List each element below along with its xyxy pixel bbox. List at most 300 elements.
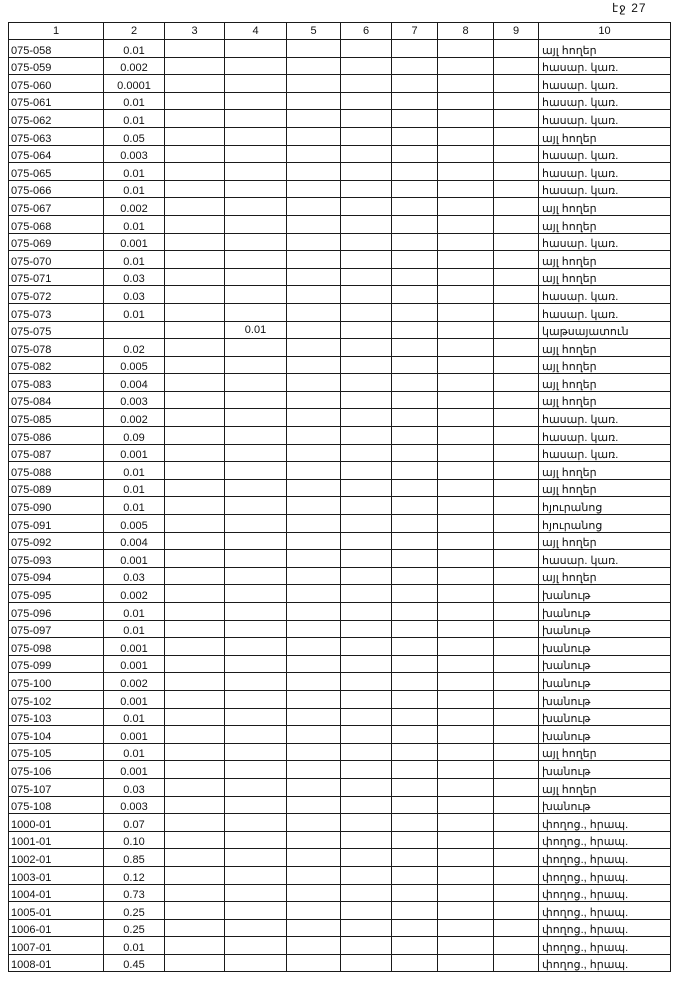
empty-cell: [287, 937, 341, 955]
land-use-cell: այլ հողեր: [539, 479, 671, 497]
empty-cell: [287, 303, 341, 321]
empty-cell: [494, 409, 539, 427]
empty-cell: [438, 145, 494, 163]
empty-cell: [438, 110, 494, 128]
table-body: [9, 40, 671, 972]
land-use-cell: հասար. կառ.: [539, 75, 671, 93]
area-cell: 0.004: [104, 374, 165, 392]
table-row: [9, 866, 671, 884]
empty-cell: [165, 251, 225, 269]
empty-cell: [287, 778, 341, 796]
column-header: 4: [225, 23, 287, 40]
empty-cell: [438, 391, 494, 409]
empty-cell: [165, 321, 225, 339]
empty-cell: [341, 778, 392, 796]
empty-cell: [392, 919, 438, 937]
land-use-cell: խանութ: [539, 726, 671, 744]
empty-cell: [341, 479, 392, 497]
parcel-code-cell: 075-058: [9, 40, 104, 58]
empty-cell: [392, 796, 438, 814]
empty-cell: [392, 57, 438, 75]
empty-cell: [341, 374, 392, 392]
empty-cell: [494, 268, 539, 286]
empty-cell: [438, 673, 494, 691]
empty-cell: [438, 919, 494, 937]
empty-cell: [341, 251, 392, 269]
land-use-cell: այլ հողեր: [539, 40, 671, 58]
empty-cell: [494, 884, 539, 902]
empty-cell: [165, 778, 225, 796]
empty-cell: [341, 145, 392, 163]
empty-cell: [341, 57, 392, 75]
empty-cell: [392, 374, 438, 392]
area-cell: 0.001: [104, 638, 165, 656]
empty-cell: [438, 532, 494, 550]
land-use-cell: խանութ: [539, 585, 671, 603]
land-use-cell: հասար. կառ.: [539, 163, 671, 181]
empty-cell: [392, 690, 438, 708]
land-use-cell: հասար. կառ.: [539, 286, 671, 304]
col4-cell: [225, 673, 287, 691]
empty-cell: [341, 567, 392, 585]
parcel-code-cell: 075-073: [9, 303, 104, 321]
empty-cell: [392, 937, 438, 955]
col4-cell: [225, 919, 287, 937]
empty-cell: [494, 198, 539, 216]
empty-cell: [494, 145, 539, 163]
empty-cell: [392, 954, 438, 972]
empty-cell: [392, 233, 438, 251]
area-cell: 0.03: [104, 286, 165, 304]
empty-cell: [165, 866, 225, 884]
table-row: [9, 743, 671, 761]
empty-cell: [341, 708, 392, 726]
empty-cell: [165, 761, 225, 779]
parcel-code-cell: 075-092: [9, 532, 104, 550]
empty-cell: [341, 356, 392, 374]
parcel-code-cell: 075-059: [9, 57, 104, 75]
empty-cell: [438, 884, 494, 902]
empty-cell: [165, 919, 225, 937]
table-row: [9, 356, 671, 374]
empty-cell: [341, 215, 392, 233]
col4-cell: [225, 268, 287, 286]
empty-cell: [438, 75, 494, 93]
land-use-cell: խանութ: [539, 655, 671, 673]
empty-cell: [494, 849, 539, 867]
parcel-code-cell: 075-105: [9, 743, 104, 761]
empty-cell: [438, 163, 494, 181]
table-row: [9, 198, 671, 216]
empty-cell: [341, 937, 392, 955]
area-cell: 0.07: [104, 814, 165, 832]
area-cell: 0.003: [104, 145, 165, 163]
area-cell: 0.01: [104, 251, 165, 269]
empty-cell: [287, 708, 341, 726]
empty-cell: [165, 145, 225, 163]
land-use-cell: փողոց., հրապ.: [539, 831, 671, 849]
area-cell: 0.004: [104, 532, 165, 550]
land-use-cell: փողոց., հրապ.: [539, 849, 671, 867]
empty-cell: [494, 251, 539, 269]
empty-cell: [341, 620, 392, 638]
area-cell: 0.01: [104, 110, 165, 128]
empty-cell: [341, 532, 392, 550]
empty-cell: [341, 127, 392, 145]
col4-cell: [225, 726, 287, 744]
empty-cell: [165, 409, 225, 427]
empty-cell: [165, 884, 225, 902]
col4-cell: [225, 814, 287, 832]
area-cell: 0.01: [104, 40, 165, 58]
table-row: [9, 620, 671, 638]
land-use-cell: խանութ: [539, 708, 671, 726]
area-cell: 0.12: [104, 866, 165, 884]
empty-cell: [165, 567, 225, 585]
empty-cell: [287, 532, 341, 550]
empty-cell: [494, 743, 539, 761]
area-cell: 0.001: [104, 690, 165, 708]
empty-cell: [287, 831, 341, 849]
empty-cell: [165, 497, 225, 515]
land-use-cell: հասար. կառ.: [539, 550, 671, 568]
empty-cell: [165, 603, 225, 621]
col4-cell: [225, 690, 287, 708]
empty-cell: [392, 831, 438, 849]
empty-cell: [392, 215, 438, 233]
col4-cell: [225, 638, 287, 656]
empty-cell: [165, 690, 225, 708]
empty-cell: [392, 198, 438, 216]
empty-cell: [494, 831, 539, 849]
empty-cell: [494, 515, 539, 533]
col4-cell: [225, 145, 287, 163]
column-header: 2: [104, 23, 165, 40]
empty-cell: [341, 902, 392, 920]
empty-cell: [438, 954, 494, 972]
empty-cell: [165, 75, 225, 93]
parcel-code-cell: 075-063: [9, 127, 104, 145]
parcel-code-cell: 075-097: [9, 620, 104, 638]
land-use-cell: այլ հողեր: [539, 743, 671, 761]
empty-cell: [494, 550, 539, 568]
empty-cell: [287, 215, 341, 233]
table-row: [9, 778, 671, 796]
empty-cell: [287, 603, 341, 621]
col4-cell: [225, 708, 287, 726]
parcel-code-cell: 1005-01: [9, 902, 104, 920]
empty-cell: [341, 673, 392, 691]
area-cell: 0.01: [104, 479, 165, 497]
col4-cell: [225, 233, 287, 251]
land-use-cell: այլ հողեր: [539, 462, 671, 480]
table-row: [9, 286, 671, 304]
parcel-code-cell: 1000-01: [9, 814, 104, 832]
empty-cell: [494, 796, 539, 814]
parcel-code-cell: 075-061: [9, 92, 104, 110]
empty-cell: [341, 796, 392, 814]
empty-cell: [494, 726, 539, 744]
area-cell: 0.001: [104, 726, 165, 744]
column-header: 3: [165, 23, 225, 40]
empty-cell: [341, 550, 392, 568]
empty-cell: [494, 690, 539, 708]
empty-cell: [438, 321, 494, 339]
empty-cell: [287, 726, 341, 744]
table-row: [9, 919, 671, 937]
parcel-code-cell: 075-068: [9, 215, 104, 233]
area-cell: 0.005: [104, 515, 165, 533]
area-cell: 0.002: [104, 585, 165, 603]
empty-cell: [392, 427, 438, 445]
land-use-cell: այլ հողեր: [539, 127, 671, 145]
area-cell: 0.01: [104, 92, 165, 110]
table-row: [9, 75, 671, 93]
area-cell: 0.73: [104, 884, 165, 902]
parcel-code-cell: 075-096: [9, 603, 104, 621]
parcel-code-cell: 1001-01: [9, 831, 104, 849]
area-cell: 0.01: [104, 180, 165, 198]
area-cell: 0.45: [104, 954, 165, 972]
empty-cell: [392, 145, 438, 163]
col4-cell: [225, 567, 287, 585]
empty-cell: [494, 444, 539, 462]
land-use-cell: խանութ: [539, 638, 671, 656]
empty-cell: [165, 233, 225, 251]
empty-cell: [494, 919, 539, 937]
empty-cell: [392, 532, 438, 550]
table-row: [9, 638, 671, 656]
empty-cell: [287, 374, 341, 392]
header-row: [9, 23, 671, 40]
col4-cell: [225, 180, 287, 198]
table-row: [9, 462, 671, 480]
empty-cell: [438, 620, 494, 638]
empty-cell: [165, 655, 225, 673]
empty-cell: [165, 40, 225, 58]
empty-cell: [392, 655, 438, 673]
empty-cell: [438, 356, 494, 374]
empty-cell: [392, 303, 438, 321]
empty-cell: [165, 215, 225, 233]
empty-cell: [165, 479, 225, 497]
parcel-code-cell: 075-098: [9, 638, 104, 656]
empty-cell: [494, 40, 539, 58]
area-cell: 0.001: [104, 444, 165, 462]
empty-cell: [341, 831, 392, 849]
empty-cell: [341, 303, 392, 321]
table-row: [9, 268, 671, 286]
empty-cell: [341, 814, 392, 832]
empty-cell: [392, 515, 438, 533]
empty-cell: [438, 180, 494, 198]
area-cell: 0.001: [104, 233, 165, 251]
empty-cell: [287, 550, 341, 568]
empty-cell: [494, 761, 539, 779]
empty-cell: [287, 427, 341, 445]
empty-cell: [392, 321, 438, 339]
empty-cell: [494, 75, 539, 93]
area-cell: 0.002: [104, 198, 165, 216]
area-cell: 0.01: [104, 462, 165, 480]
empty-cell: [287, 321, 341, 339]
empty-cell: [341, 515, 392, 533]
empty-cell: [165, 462, 225, 480]
empty-cell: [494, 585, 539, 603]
land-use-cell: խանութ: [539, 690, 671, 708]
empty-cell: [287, 673, 341, 691]
empty-cell: [392, 163, 438, 181]
empty-cell: [392, 75, 438, 93]
empty-cell: [438, 92, 494, 110]
col4-cell: [225, 937, 287, 955]
empty-cell: [392, 567, 438, 585]
empty-cell: [392, 391, 438, 409]
empty-cell: [287, 92, 341, 110]
empty-cell: [341, 92, 392, 110]
col4-cell: [225, 427, 287, 445]
col4-cell: [225, 515, 287, 533]
empty-cell: [287, 40, 341, 58]
empty-cell: [438, 444, 494, 462]
parcel-code-cell: 1007-01: [9, 937, 104, 955]
empty-cell: [494, 954, 539, 972]
empty-cell: [438, 286, 494, 304]
col4-cell: [225, 286, 287, 304]
table-row: [9, 251, 671, 269]
land-use-cell: փողոց., հրապ.: [539, 814, 671, 832]
area-cell: 0.001: [104, 761, 165, 779]
area-cell: 0.002: [104, 673, 165, 691]
table-row: [9, 92, 671, 110]
empty-cell: [341, 444, 392, 462]
col4-cell: [225, 743, 287, 761]
table-row: [9, 163, 671, 181]
col4-cell: [225, 409, 287, 427]
area-cell: 0.005: [104, 356, 165, 374]
land-use-cell: փողոց., հրապ.: [539, 884, 671, 902]
col4-cell: 0.01: [225, 321, 287, 339]
empty-cell: [392, 110, 438, 128]
empty-cell: [438, 40, 494, 58]
empty-cell: [392, 444, 438, 462]
empty-cell: [287, 233, 341, 251]
empty-cell: [438, 303, 494, 321]
empty-cell: [287, 954, 341, 972]
land-use-cell: այլ հողեր: [539, 374, 671, 392]
area-cell: 0.01: [104, 620, 165, 638]
empty-cell: [392, 92, 438, 110]
table-row: [9, 303, 671, 321]
empty-cell: [438, 796, 494, 814]
table-row: [9, 567, 671, 585]
empty-cell: [438, 585, 494, 603]
parcel-code-cell: 075-088: [9, 462, 104, 480]
empty-cell: [438, 690, 494, 708]
parcel-code-cell: 075-084: [9, 391, 104, 409]
table-row: [9, 655, 671, 673]
area-cell: 0.85: [104, 849, 165, 867]
empty-cell: [165, 814, 225, 832]
empty-cell: [392, 603, 438, 621]
empty-cell: [494, 180, 539, 198]
empty-cell: [438, 814, 494, 832]
parcel-code-cell: 075-089: [9, 479, 104, 497]
empty-cell: [287, 849, 341, 867]
land-use-cell: փողոց., հրապ.: [539, 937, 671, 955]
empty-cell: [165, 743, 225, 761]
parcel-code-cell: 075-094: [9, 567, 104, 585]
col4-cell: [225, 215, 287, 233]
col4-cell: [225, 40, 287, 58]
table-row: [9, 814, 671, 832]
land-use-cell: այլ հողեր: [539, 339, 671, 357]
table-row: [9, 444, 671, 462]
empty-cell: [438, 57, 494, 75]
empty-cell: [392, 743, 438, 761]
empty-cell: [392, 814, 438, 832]
land-use-cell: կաթսայատուն: [539, 321, 671, 339]
empty-cell: [341, 110, 392, 128]
area-cell: [104, 321, 165, 339]
parcel-code-cell: 075-091: [9, 515, 104, 533]
empty-cell: [287, 198, 341, 216]
empty-cell: [287, 884, 341, 902]
col4-cell: [225, 902, 287, 920]
area-cell: 0.01: [104, 303, 165, 321]
table-row: [9, 550, 671, 568]
empty-cell: [165, 127, 225, 145]
col4-cell: [225, 603, 287, 621]
parcel-code-cell: 075-078: [9, 339, 104, 357]
empty-cell: [165, 673, 225, 691]
empty-cell: [392, 127, 438, 145]
empty-cell: [494, 127, 539, 145]
empty-cell: [165, 356, 225, 374]
empty-cell: [287, 251, 341, 269]
empty-cell: [287, 110, 341, 128]
table-row: [9, 532, 671, 550]
empty-cell: [341, 286, 392, 304]
empty-cell: [392, 778, 438, 796]
empty-cell: [494, 303, 539, 321]
empty-cell: [287, 814, 341, 832]
table-row: [9, 145, 671, 163]
parcel-code-cell: 075-062: [9, 110, 104, 128]
empty-cell: [392, 409, 438, 427]
land-use-cell: հյուրանոց: [539, 497, 671, 515]
parcel-code-cell: 1004-01: [9, 884, 104, 902]
land-use-cell: փողոց., հրապ.: [539, 919, 671, 937]
empty-cell: [494, 902, 539, 920]
table-row: [9, 954, 671, 972]
table-row: [9, 585, 671, 603]
empty-cell: [438, 427, 494, 445]
empty-cell: [287, 356, 341, 374]
empty-cell: [165, 515, 225, 533]
empty-cell: [494, 356, 539, 374]
col4-cell: [225, 303, 287, 321]
empty-cell: [165, 638, 225, 656]
col4-cell: [225, 954, 287, 972]
land-use-cell: այլ հողեր: [539, 778, 671, 796]
area-cell: 0.03: [104, 567, 165, 585]
empty-cell: [494, 286, 539, 304]
table-row: [9, 127, 671, 145]
empty-cell: [494, 567, 539, 585]
empty-cell: [392, 726, 438, 744]
land-use-cell: խանութ: [539, 620, 671, 638]
